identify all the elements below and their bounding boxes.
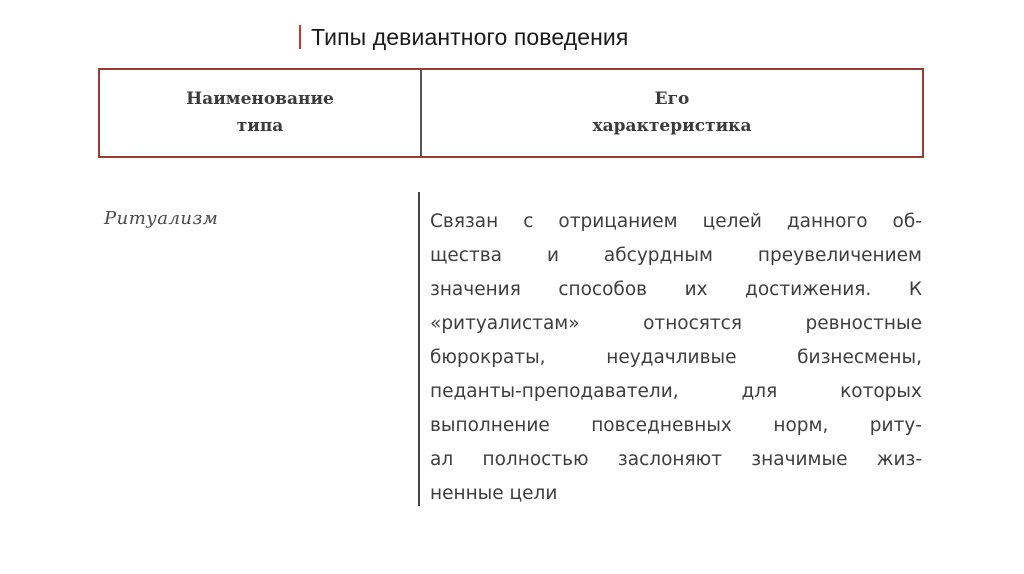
description-line <box>430 307 922 341</box>
description-word: ал <box>430 449 454 470</box>
description-word: относятся <box>643 313 742 334</box>
description-line <box>430 341 922 375</box>
description-word: риту- <box>869 415 922 436</box>
description-word: повседневных <box>591 415 732 436</box>
header-col1-line2: типа <box>236 116 284 136</box>
description-line <box>430 205 922 239</box>
description-word: данного <box>786 211 868 232</box>
description-word: которых <box>840 381 922 402</box>
description-word: способов <box>558 279 648 300</box>
title-accent-bar <box>299 25 301 49</box>
description-line <box>430 443 922 477</box>
description-word: ненные цели <box>430 483 558 504</box>
header-cell-type-name <box>100 70 422 156</box>
description-word: полностью <box>482 449 589 470</box>
description-word: заслоняют <box>617 449 722 470</box>
description-word: жиз- <box>876 449 922 470</box>
description-word: достижения. <box>745 279 872 300</box>
description-word: отрицанием <box>558 211 678 232</box>
description-word: преувеличением <box>757 245 922 266</box>
header-col2-line1: Его <box>654 89 690 109</box>
description-word: целей <box>702 211 762 232</box>
header-col2-line2: характеристика <box>592 116 752 136</box>
description-word: ревностные <box>805 313 922 334</box>
slide-title-block <box>299 22 628 52</box>
description-line <box>430 273 922 307</box>
description-word: бизнесмены, <box>797 347 922 368</box>
description-word: об- <box>892 211 922 232</box>
header-cell-characteristic <box>422 70 922 156</box>
description-word: «ритуалистам» <box>430 313 580 334</box>
description-word: норм, <box>773 415 829 436</box>
description-word: с <box>523 211 534 232</box>
description-word: значимые <box>751 449 848 470</box>
description-word: педанты-преподаватели, <box>430 381 679 402</box>
description-word: выполнение <box>430 415 550 436</box>
description-line <box>430 409 922 443</box>
description-word: неудачливые <box>606 347 737 368</box>
row-type-name: Ритуализм <box>104 208 219 229</box>
description-word: Связан <box>430 211 499 232</box>
description-line <box>430 239 922 273</box>
description-line <box>430 477 922 511</box>
header-col1-line1: Наименование <box>186 89 334 109</box>
row-description <box>430 205 922 511</box>
description-word: их <box>684 279 708 300</box>
description-word: для <box>741 381 778 402</box>
description-word: К <box>908 279 922 300</box>
slide-title: Типы девиантного поведения <box>311 23 629 50</box>
description-word: значения <box>430 279 521 300</box>
description-word: бюрократы, <box>430 347 546 368</box>
table-header <box>98 68 924 158</box>
column-divider <box>418 192 420 506</box>
description-word: абсурдным <box>603 245 713 266</box>
description-word: и <box>546 245 559 266</box>
description-word: щества <box>430 245 502 266</box>
description-line <box>430 375 922 409</box>
